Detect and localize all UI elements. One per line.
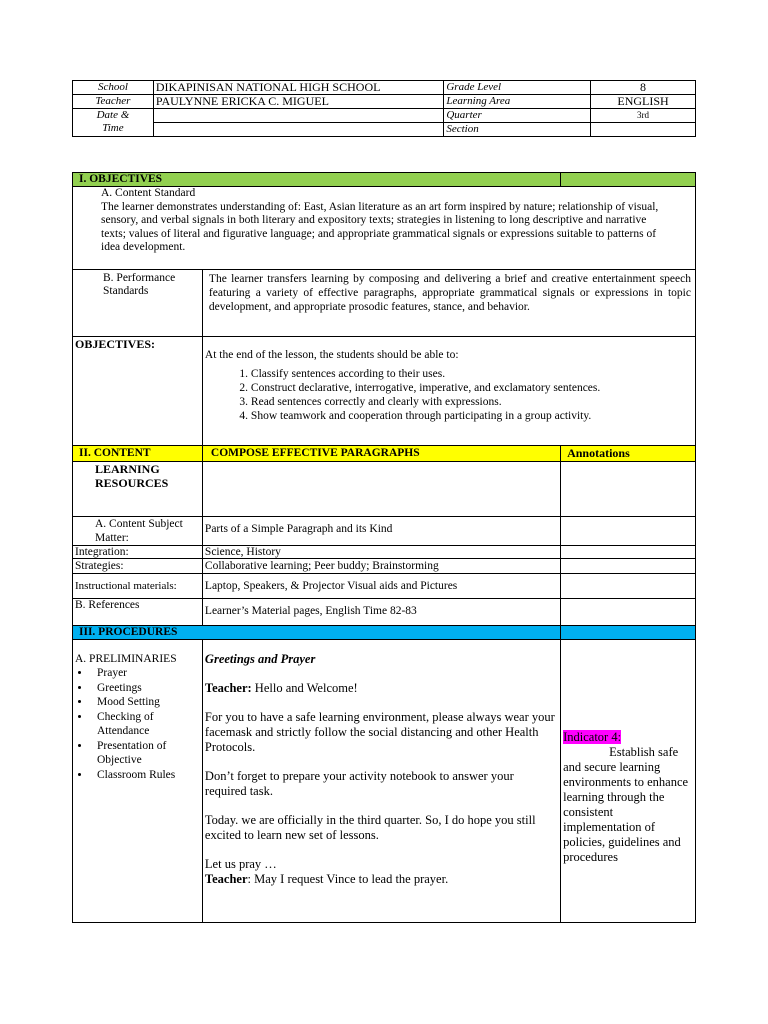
objective-item: 4. Show teamwork and cooperation through participating in a group activity. — [251, 409, 693, 423]
preliminaries-cell — [73, 640, 203, 923]
performance-text: The learner transfers learning by composing and delivering a brief and creative entertainment speech featuring a variety of effective paragraphs, appropriate grammatical signals or expressions in topic development, and appropriate prosodic features, stance, and behavior. — [202, 270, 695, 337]
materials-label: Instructional materials: — [73, 574, 203, 599]
strategies-label: Strategies: — [73, 559, 203, 574]
objective-item: 1. Classify sentences according to their uses. — [251, 367, 693, 381]
date-value — [153, 109, 443, 123]
date-label-line2: Time — [102, 122, 124, 134]
prelim-item: • Checking of Attendance — [91, 710, 200, 739]
grade-value: 8 — [591, 81, 696, 95]
date-label-line1: Date & — [96, 109, 130, 121]
procedures-para-2: Don’t forget to prepare your activity notebook to answer your required task. — [204, 769, 514, 798]
greetings-cell — [202, 640, 560, 923]
grade-label: Grade Level — [444, 81, 591, 95]
prelim-item: • Mood Setting — [91, 695, 200, 710]
teacher-label-2: Teacher — [204, 872, 248, 886]
procedures-para-1: For you to have a safe learning environment, please always wear your facemask and strictly follow the social distancing and other Health Protocols. — [204, 710, 555, 754]
teacher-greeting — [205, 681, 558, 696]
teacher-label-1: Teacher: — [204, 681, 252, 695]
prelim-item: • Prayer — [91, 666, 200, 681]
indicator-text: Establish safe and secure learning environments to enhance learning through the consistent implementation of policies, guidelines and procedures — [563, 745, 689, 864]
section-label: Section — [444, 123, 591, 137]
strategies-annotation — [561, 559, 696, 574]
area-label: Learning Area — [444, 95, 591, 109]
teacher-label: Teacher — [73, 95, 154, 109]
teacher-greeting-text: Hello and Welcome! — [251, 681, 358, 695]
indicator-cell — [561, 640, 696, 923]
objectives-cell — [202, 337, 695, 446]
objectives-heading-blank — [561, 173, 696, 187]
subject-annotation — [561, 517, 696, 546]
procedures-heading-blank — [561, 626, 696, 640]
prelim-item: • Greetings — [91, 681, 200, 696]
section-value — [591, 123, 696, 137]
preliminaries-label: A. PRELIMINARIES — [75, 653, 177, 665]
subject-label: A. Content Subject Matter: — [73, 517, 203, 546]
objectives-intro: At the end of the lesson, the students should be able to: — [204, 349, 459, 361]
preliminaries-list — [75, 666, 200, 782]
materials-value: Laptop, Speakers, & Projector Visual aids and Pictures — [202, 574, 560, 599]
procedures-para-4: Let us pray … — [204, 857, 277, 871]
quarter-value: 3rd — [591, 109, 696, 123]
school-value: DIKAPINISAN NATIONAL HIGH SCHOOL — [153, 81, 443, 95]
content-standard-text: The learner demonstrates understanding of: East, Asian literature as an art form inspired by nature; relationship of visual, sensory, and verbal signals in both literary and expository texts; strategies in listening to long descriptive and narrative texts; values of literal and figurative language; and appropriate grammatical signals or expressions suitable to patterns of idea development. — [101, 200, 659, 253]
procedures-heading: III. PROCEDURES — [73, 626, 561, 640]
prelim-item: • Presentation of Objective — [91, 739, 200, 768]
indicator-label: Indicator 4: — [563, 730, 622, 744]
objectives-label: OBJECTIVES: — [73, 337, 203, 446]
teacher-value: PAULYNNE ERICKA C. MIGUEL — [153, 95, 443, 109]
content-title: COMPOSE EFFECTIVE PARAGRAPHS — [202, 446, 560, 462]
materials-annotation — [561, 574, 696, 599]
learning-resources-value — [202, 462, 560, 517]
time-value — [153, 123, 443, 137]
integration-annotation — [561, 546, 696, 559]
learning-resources-label: LEARNING RESOURCES — [73, 462, 203, 517]
lesson-plan-table — [72, 172, 696, 923]
objective-item: 2. Construct declarative, interrogative, imperative, and exclamatory sentences. — [251, 381, 693, 395]
integration-label: Integration: — [73, 546, 203, 559]
greetings-title: Greetings and Prayer — [204, 652, 316, 666]
performance-label: B. Performance Standards — [73, 270, 203, 337]
school-label: School — [73, 81, 154, 95]
objective-item: 3. Read sentences correctly and clearly with expressions. — [251, 395, 693, 409]
learning-resources-annotation — [561, 462, 696, 517]
teacher-prayer — [205, 872, 558, 887]
references-label: B. References — [73, 599, 203, 626]
content-standard-cell — [73, 187, 696, 270]
teacher-prayer-text: : May I request Vince to lead the prayer. — [247, 872, 449, 886]
objectives-list — [205, 367, 693, 423]
integration-value: Science, History — [202, 546, 560, 559]
prelim-item: • Classroom Rules — [91, 768, 200, 783]
date-label — [73, 109, 154, 137]
strategies-value: Collaborative learning; Peer buddy; Brainstorming — [202, 559, 560, 574]
objectives-heading: I. OBJECTIVES — [73, 173, 561, 187]
references-annotation — [561, 599, 696, 626]
subject-value: Parts of a Simple Paragraph and its Kind — [202, 517, 560, 546]
header-table — [72, 80, 696, 137]
references-value: Learner’s Material pages, English Time 82-83 — [202, 599, 560, 626]
area-value: ENGLISH — [591, 95, 696, 109]
content-heading: II. CONTENT — [73, 446, 203, 462]
content-standard-label: A. Content Standard — [101, 187, 196, 199]
quarter-label: Quarter — [444, 109, 591, 123]
procedures-para-3: Today. we are officially in the third quarter. So, I do hope you still excited to learn new set of lessons. — [204, 813, 536, 842]
annotations-label: Annotations — [561, 446, 696, 462]
